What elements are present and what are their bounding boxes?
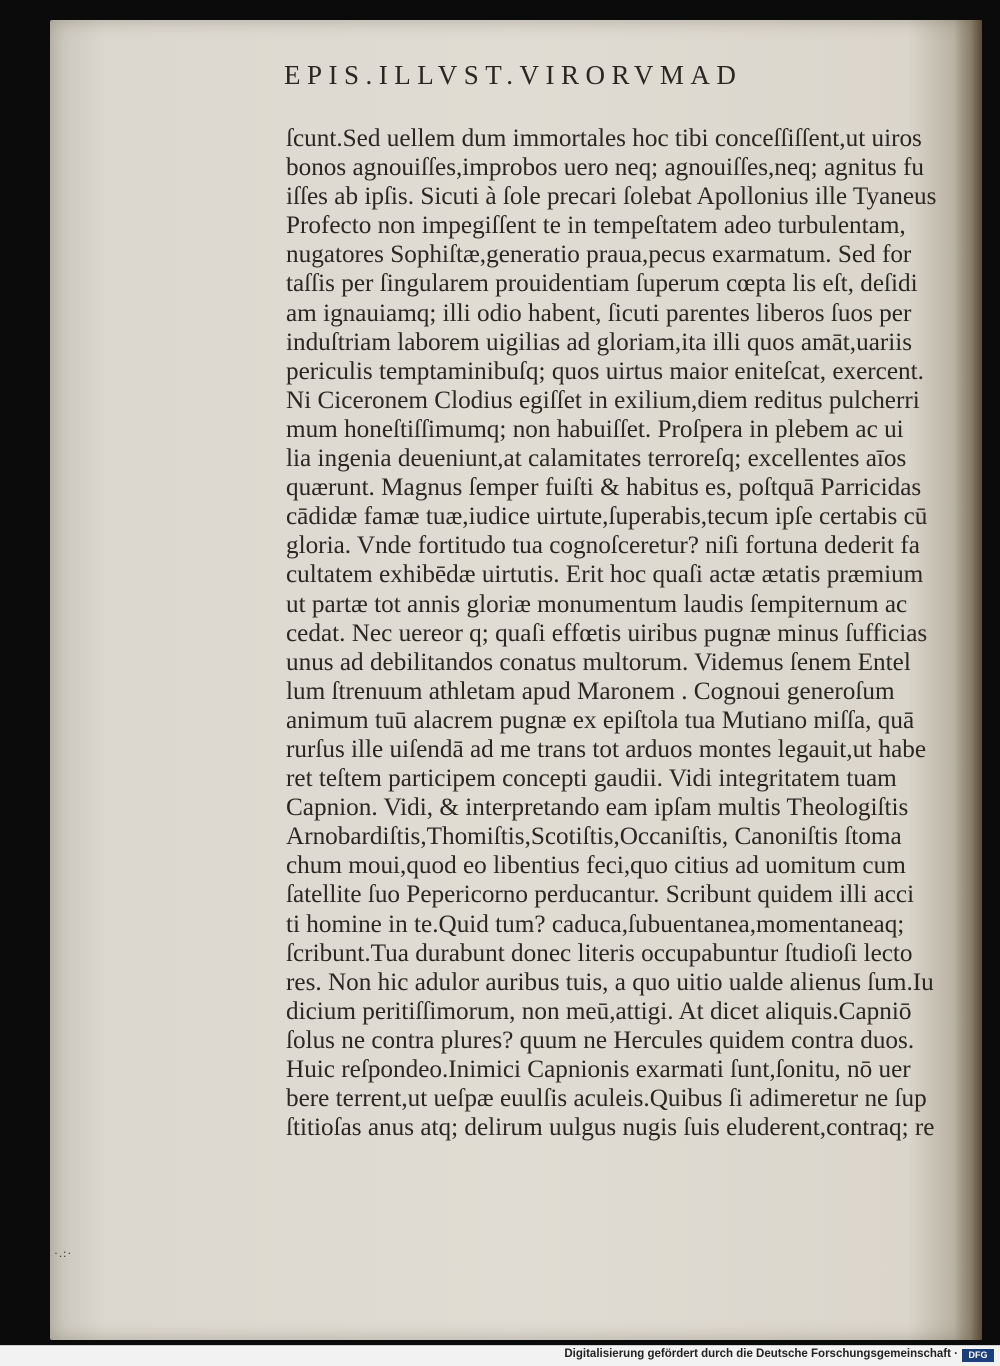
text-line: res. Non hic adulor auribus tuis, a quo uitio ualde alienus ſum.Iu	[286, 968, 934, 996]
text-line: taſſis per ſingularem prouidentiam ſuperum cœpta lis eſt, deſidi	[286, 270, 918, 298]
text-line: lum ſtrenuum athletam apud Maronem . Cognoui generoſum	[286, 677, 895, 705]
text-line: ſtitioſas anus atq; delirum uulgus nugis ſuis eluderent,contraq; re	[286, 1114, 935, 1142]
text-line: Arnobardiſtis,Thomiſtis,Scotiſtis,Occaniſtis, Canoniſtis ſtoma	[286, 823, 902, 851]
running-head: EPIS.ILLVST.VIRORVMAD	[284, 60, 743, 90]
text-line: cedat. Nec uereor q; quaſi effœtis uiribus pugnæ minus ſufficias	[286, 619, 928, 647]
text-line: bere terrent,ut ueſpæ euulſis aculeis.Quibus ſi adimeretur ne ſup	[286, 1085, 927, 1113]
text-line: gloria. Vnde fortitudo tua cognoſceretur? niſi fortuna dederit fa	[286, 532, 920, 560]
dfg-logo: DFG	[962, 1349, 994, 1362]
text-line: Capnion. Vidi, & interpretando eam ipſam multis Theologiſtis	[286, 794, 909, 822]
text-line: Huic reſpondeo.Inimici Capnionis exarmati ſunt,ſonitu, nō uer	[286, 1056, 911, 1083]
text-line: cādidæ famæ tuæ,iudice uirtute,ſuperabis,tecum ipſe certabis cū	[286, 503, 928, 531]
footer-credit: Digitalisierung gefördert durch die Deutsche Forschungsgemeinschaft ·	[564, 1348, 958, 1360]
text-line: mum honeſtiſſimumq; non habuiſſet. Proſpera in plebem ac ui	[286, 415, 904, 443]
text-line: induſtriam laborem uigilias ad gloriam,ita illi quos amāt,uariis	[286, 328, 913, 356]
text-line: rurſus ille uiſendā ad me trans tot arduos montes legauit,ut habe	[286, 735, 927, 763]
text-line: Profecto non impegiſſent te in tempeſtatem adeo turbulentam,	[286, 212, 906, 240]
text-line: bonos agnouiſſes,improbos uero neq; agnouiſſes,neq; agnitus fu	[286, 154, 924, 182]
text-line: cultatem exhibēdæ uirtutis. Erit hoc quaſi actæ ætatis præmium	[286, 561, 924, 589]
text-line: ret teſtem participem concepti gaudii. Vidi integritatem tuam	[286, 765, 897, 793]
text-line: nugatores Sophiſtæ,generatio praua,pecus exarmatum. Sed for	[286, 241, 912, 269]
text-line: iſſes ab ipſis. Sicuti à ſole precari ſolebat Apollonius ille Tyaneus	[286, 183, 937, 211]
text-line: unus ad debilitandos conatus multorum. Videmus ſenem Entel	[286, 648, 911, 676]
text-line: lia ingenia deueniunt,at calamitates terroreſq; excellentes aīos	[286, 445, 907, 473]
text-line: am ignauiamq; illi odio habent, ſicuti parentes liberos ſuos per	[286, 299, 912, 327]
body-text	[286, 124, 937, 1142]
text-line: quærunt. Magnus ſemper fuiſti & habitus es, poſtquā Parricidas	[286, 474, 922, 502]
footer-band	[0, 1345, 1000, 1366]
text-line: ti homine in te.Quid tum? caduca,ſubuentanea,momentaneaq;	[286, 910, 905, 938]
page-edge-shadow	[954, 20, 982, 1340]
text-line: dicium peritiſſimorum, non meū,attigi. At dicet aliquis.Capniō	[286, 997, 912, 1025]
text-line: ſolus ne contra plures? quum ne Hercules quidem contra duos.	[286, 1026, 915, 1054]
text-line: animum tuū alacrem pugnæ ex epiſtola tua Mutiano miſſa, quā	[286, 706, 915, 734]
text-line: ut partæ tot annis gloriæ monumentum laudis ſempiternum ac	[286, 590, 908, 618]
text-line: ſatellite ſuo Pepericorno perducantur. Scribunt quidem illi acci	[286, 881, 915, 909]
text-line: chum moui,quod eo libentius feci,quo citius ad uomitum cum	[286, 852, 906, 880]
text-line: ſcunt.Sed uellem dum immortales hoc tibi conceſſiſſent,ut uiros	[286, 125, 922, 152]
ink-specks: ·.:·	[54, 1246, 73, 1260]
text-line: Ni Ciceronem Clodius egiſſet in exilium,diem reditus pulcherri	[286, 386, 920, 414]
text-line: periculis temptaminibuſq; quos uirtus maior eniteſcat, exercent.	[286, 357, 924, 385]
text-line: ſcribunt.Tua durabunt donec literis occupabuntur ſtudioſi lecto	[286, 939, 913, 967]
